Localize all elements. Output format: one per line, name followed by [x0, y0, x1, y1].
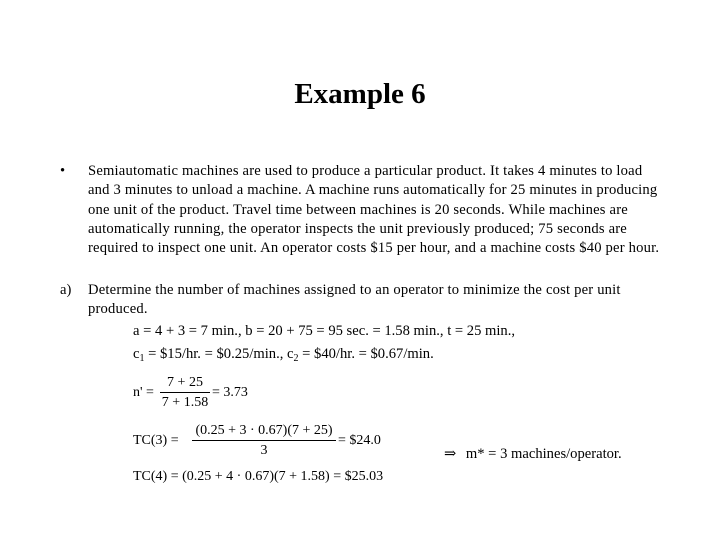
n-prime-lhs: n' = [133, 385, 154, 400]
page-title: Example 6 [294, 78, 426, 110]
n-prime-result: = 3.73 [212, 385, 248, 400]
tc3-result: = $24.0 [338, 433, 381, 448]
conclusion [444, 445, 622, 463]
tc4-equation: TC(4) = (0.25 + 4 · 0.67)(7 + 1.58) = $25.03 [133, 469, 384, 484]
conclusion-text: m* = 3 machines/operator. [465, 446, 622, 462]
c1-symbol: c [133, 346, 140, 362]
problem-statement: Semiautomatic machines are used to produce a particular product. It takes 4 minutes to load and 3 minutes to unload a machine. A machine runs automatically for 25 minutes in producing one unit of the product. Travel time between machines is 20 seconds. While machines are automatically running, the operator inspects the unit previously produced; 75 seconds are required to inspect one unit. An operator costs $15 per hour, and a machine costs $40 per hour. [88, 163, 660, 257]
c1-value: = $15/hr. = $0.25/min., [144, 346, 288, 362]
tc3-numerator: (0.25 + 3 · 0.67)(7 + 25) [192, 423, 336, 441]
c2-value: = $40/hr. = $0.67/min. [298, 346, 434, 362]
part-a-question: Determine the number of machines assigned to an operator to minimize the cost per unit produced. [88, 282, 621, 318]
c2-subscript: 2 [293, 353, 299, 364]
bullet-marker: • [60, 163, 66, 179]
implies-arrow-icon: ⇒ [444, 446, 457, 462]
given-values-line: a = 4 + 3 = 7 min., b = 20 + 75 = 95 sec. = 1.58 min., t = 25 min., [133, 323, 516, 339]
c2-symbol: c [287, 346, 294, 362]
tc3-denominator: 3 [260, 443, 268, 458]
tc3-lhs: TC(3) = [133, 433, 179, 448]
n-prime-numerator: 7 + 25 [160, 375, 210, 393]
part-a-marker: a) [60, 282, 72, 298]
c1-subscript: 1 [139, 353, 145, 364]
tc3-fraction [192, 423, 336, 459]
cost-rates-line [133, 345, 434, 368]
n-prime-fraction [160, 375, 210, 411]
n-prime-denominator: 7 + 1.58 [161, 395, 209, 410]
